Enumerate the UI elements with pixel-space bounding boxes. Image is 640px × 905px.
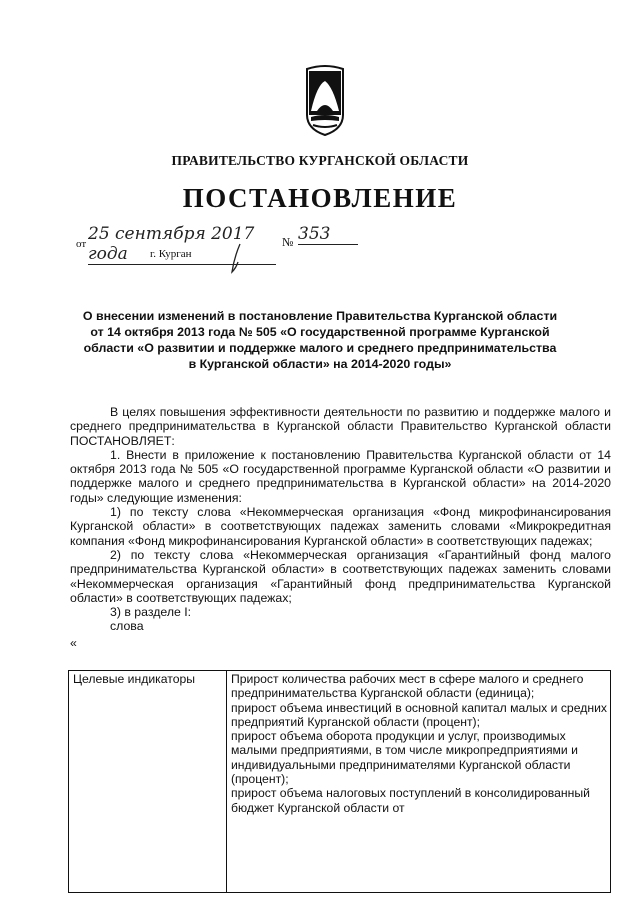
pen-stroke-mark <box>226 242 246 276</box>
body-paragraph: В целях повышения эффективности деятельности по развитию и поддержке малого и среднего предпринимательства в Курганской области Правительство Курганской области ПОСТАНОВЛЯЕТ: <box>70 405 611 448</box>
handwritten-date: 25 сентября 2017 года <box>88 224 276 265</box>
city-label: г. Курган <box>150 248 192 260</box>
body-paragraph: 2) по тексту слова «Некоммерческая организация «Гарантийный фонд малого предпринимательства Курганской области» в соответствующих падежах заменить словами «Некоммерческая организация «Гарантийный фонд предпринимательства Курганской области» в соответствующих падежах; <box>70 547 611 605</box>
body-paragraph: слова <box>110 619 144 634</box>
target-indicators-table <box>68 670 611 893</box>
table-value-line: прирост объема оборота продукции и услуг, производимых малыми предприятиями, в том числе микропредприятиями и индивидуальными предпринимателями Курганской области (процент); <box>231 729 578 787</box>
table-value-line: прирост объема налоговых поступлений в консолидированный бюджет Курганской области от <box>231 786 590 815</box>
body-paragraph: 3) в разделе I: <box>110 605 192 620</box>
body-paragraph: 1) по тексту слова «Некоммерческая организация «Фонд микрофинансирования Курганской области» в соответствующих падежах заменить словами «Микрокредитная компания «Фонд микрофинансирования Курганской области» в соответствующих падежах; <box>70 505 611 548</box>
document-body <box>70 405 611 649</box>
table-value-cell <box>227 671 611 893</box>
table-value-line: Прирост количества рабочих мест в сфере малого и среднего предпринимательства Курганской области (единица); <box>231 672 584 701</box>
title-line: О внесении изменений в постановление Правительства Курганской области <box>82 309 558 323</box>
dateline <box>76 226 376 274</box>
table-row <box>69 671 611 893</box>
opening-quote: « <box>70 635 77 650</box>
handwritten-number: 353 <box>298 224 358 245</box>
table-key-cell: Целевые индикаторы <box>69 671 227 893</box>
table-value-line: прирост объема инвестиций в основной капитал малых и средних предприятий Курганской области (процент); <box>231 700 607 729</box>
date-prefix: от <box>76 238 87 250</box>
title-line: в Курганской области» на 2014-2020 годы» <box>188 357 452 371</box>
document-title <box>80 308 560 372</box>
document-type-heading: ПОСТАНОВЛЕНИЕ <box>182 183 458 213</box>
title-line: области «О развитии и поддержке малого и среднего предпринимательства <box>83 341 557 355</box>
coat-of-arms-emblem <box>303 63 347 139</box>
government-name: ПРАВИТЕЛЬСТВО КУРГАНСКОЙ ОБЛАСТИ <box>171 153 469 168</box>
title-line: от 14 октября 2013 года № 505 «О государственной программе Курганской <box>90 325 550 339</box>
number-label: № <box>282 235 294 249</box>
body-paragraph: 1. Внести в приложение к постановлению Правительства Курганской области от 14 октября 2013 года № 505 «О государственной программе Курганской области «О развитии и поддержке малого и среднего предпринимательства в Курганской области» на 2014-2020 годы» следующие изменения: <box>70 447 611 505</box>
